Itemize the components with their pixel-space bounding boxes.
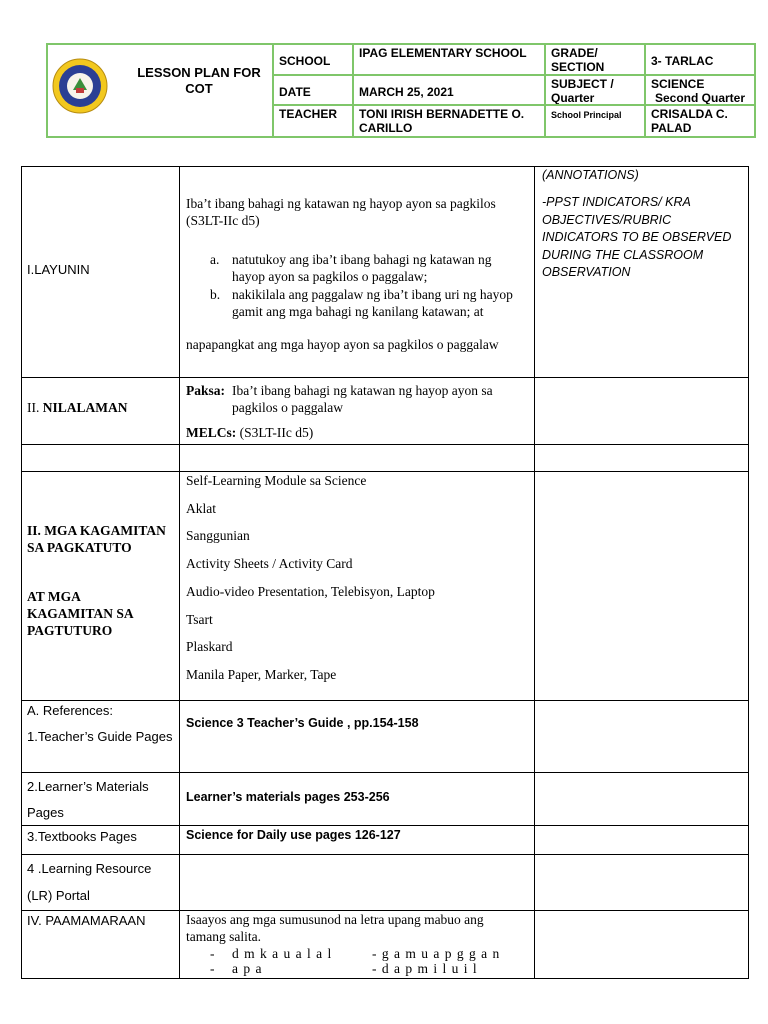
kagamitan-item: Aklat (186, 501, 216, 516)
scrambled-word: - d a p m i l u i l (372, 961, 478, 976)
paksa-label: Paksa: (186, 383, 226, 398)
lm-value: Learner’s materials pages 253-256 (186, 790, 390, 804)
layunin-closing: napapangkat ang mga hayop ayon sa pagkilos o paggalaw (186, 337, 499, 352)
tg-value: Science 3 Teacher’s Guide , pp.154-158 (186, 716, 419, 730)
references-label: A. References: (27, 703, 113, 718)
kagamitan-item: Tsart (186, 612, 213, 627)
pamamaraan-label: IV. PAAMAMARAAN (27, 913, 146, 928)
subject-label: SUBJECT / Quarter (546, 76, 646, 106)
tg-cell (180, 701, 535, 772)
teacher-value: TONI IRISH BERNADETTE O. CARILLO (354, 106, 546, 136)
layunin-content-cell (180, 167, 535, 377)
nilalaman-annotation-cell (535, 378, 748, 444)
tb-label: 3.Textbooks Pages (27, 829, 137, 844)
tg-label: 1.Teacher’s Guide Pages (27, 729, 173, 744)
kagamitan-label-cell (22, 472, 180, 700)
layunin-intro: Iba’t ibang bahagi ng katawan ng hayop ayon sa pagkilos (S3LT-IIc d5) (186, 196, 496, 228)
word-dash: - (210, 946, 215, 961)
lm-label: 2.Learner’s Materials Pages (27, 779, 149, 820)
layunin-label-cell (22, 167, 180, 377)
spacer-row (21, 445, 749, 472)
kagamitan-item: Plaskard (186, 639, 233, 654)
lm-row (21, 773, 749, 826)
nilalaman-label-cell (22, 378, 180, 444)
kagamitan-label-2: AT MGA KAGAMITAN SA PAGTUTURO (27, 589, 133, 638)
layunin-row (21, 166, 749, 378)
kagamitan-content-cell (180, 472, 535, 700)
references-label-cell (22, 701, 180, 772)
logo-cell (48, 45, 112, 136)
kagamitan-item: Self-Learning Module sa Science (186, 473, 367, 488)
grade-label: GRADE/ SECTION (546, 45, 646, 76)
kagamitan-label-1: II. MGA KAGAMITAN SA PAGKATUTO (27, 523, 166, 555)
layunin-item-b-marker: b. (210, 287, 221, 302)
layunin-item-b: nakikilala ang paggalaw ng iba’t ibang uri ng hayop gamit ang mga bahagi ng kanilang katawan; at (232, 287, 513, 319)
scrambled-word: a p a (232, 961, 263, 976)
melcs-label: MELCs: (186, 425, 237, 440)
nilalaman-label (27, 399, 128, 416)
nilalaman-label-prefix: II. (27, 400, 43, 415)
textbooks-row (21, 826, 749, 855)
layunin-item-a: natutukoy ang iba’t ibang bahagi ng katawan ng hayop ayon sa pagkilos o paggalaw; (232, 252, 492, 284)
pamamaraan-row (21, 911, 749, 979)
nilalaman-label-bold: NILALAMAN (42, 400, 128, 415)
paksa-text: Iba’t ibang bahagi ng katawan ng hayop ayon sa pagkilos o paggalaw (232, 383, 493, 415)
subject-cell (646, 76, 754, 106)
header-info-grid (274, 45, 754, 136)
school-label: SCHOOL (274, 45, 354, 76)
kagamitan-item: Audio-video Presentation, Telebisyon, Laptop (186, 584, 435, 599)
lr-label: 4 .Learning Resource (LR) Portal (27, 861, 152, 903)
lr-portal-row (21, 855, 749, 911)
kagamitan-row (21, 472, 749, 701)
melcs-text: (S3LT-IIc d5) (239, 425, 314, 440)
tb-value: Science for Daily use pages 126-127 (186, 828, 401, 842)
principal-label: School Principal (546, 106, 646, 136)
word-dash: - (210, 961, 215, 976)
pamamaraan-instruction: Isaayos ang mga sumusunod na letra upang mabuo ang tamang salita. (186, 912, 484, 944)
teacher-label: TEACHER (274, 106, 354, 136)
nilalaman-row (21, 378, 749, 445)
kagamitan-annotation-cell (535, 472, 748, 700)
melcs-line (186, 424, 313, 441)
date-value: MARCH 25, 2021 (354, 76, 546, 106)
grade-value: 3- TARLAC (646, 45, 754, 76)
date-label: DATE (274, 76, 354, 106)
principal-value: CRISALDA C. PALAD (651, 107, 728, 135)
annotations-cell (535, 167, 748, 377)
nilalaman-content-cell (180, 378, 535, 444)
layunin-item-a-marker: a. (210, 252, 220, 267)
subject-value: SCIENCE (651, 77, 705, 91)
kagamitan-item: Manila Paper, Marker, Tape (186, 667, 337, 682)
annotations-text: -PPST INDICATORS/ KRA OBJECTIVES/RUBRIC INDICATORS TO BE OBSERVED DURING THE CLASSROOM OBSERVATION (542, 195, 732, 279)
scrambled-word: d m k a u a l a l (232, 946, 333, 961)
kagamitan-item: Activity Sheets / Activity Card (186, 556, 353, 571)
header-box (46, 43, 756, 138)
annotations-title: (ANNOTATIONS) (542, 168, 639, 182)
kagamitan-item: Sanggunian (186, 528, 250, 543)
scrambled-word: - g a m u a p g g a n (372, 946, 501, 961)
quarter-value: Second Quarter (655, 91, 746, 105)
school-seal-icon (52, 58, 108, 114)
school-value: IPAG ELEMENTARY SCHOOL (354, 45, 546, 76)
layunin-label: I.LAYUNIN (27, 262, 90, 277)
references-row (21, 701, 749, 773)
lesson-plan-title: LESSON PLAN FOR COT (112, 45, 274, 136)
